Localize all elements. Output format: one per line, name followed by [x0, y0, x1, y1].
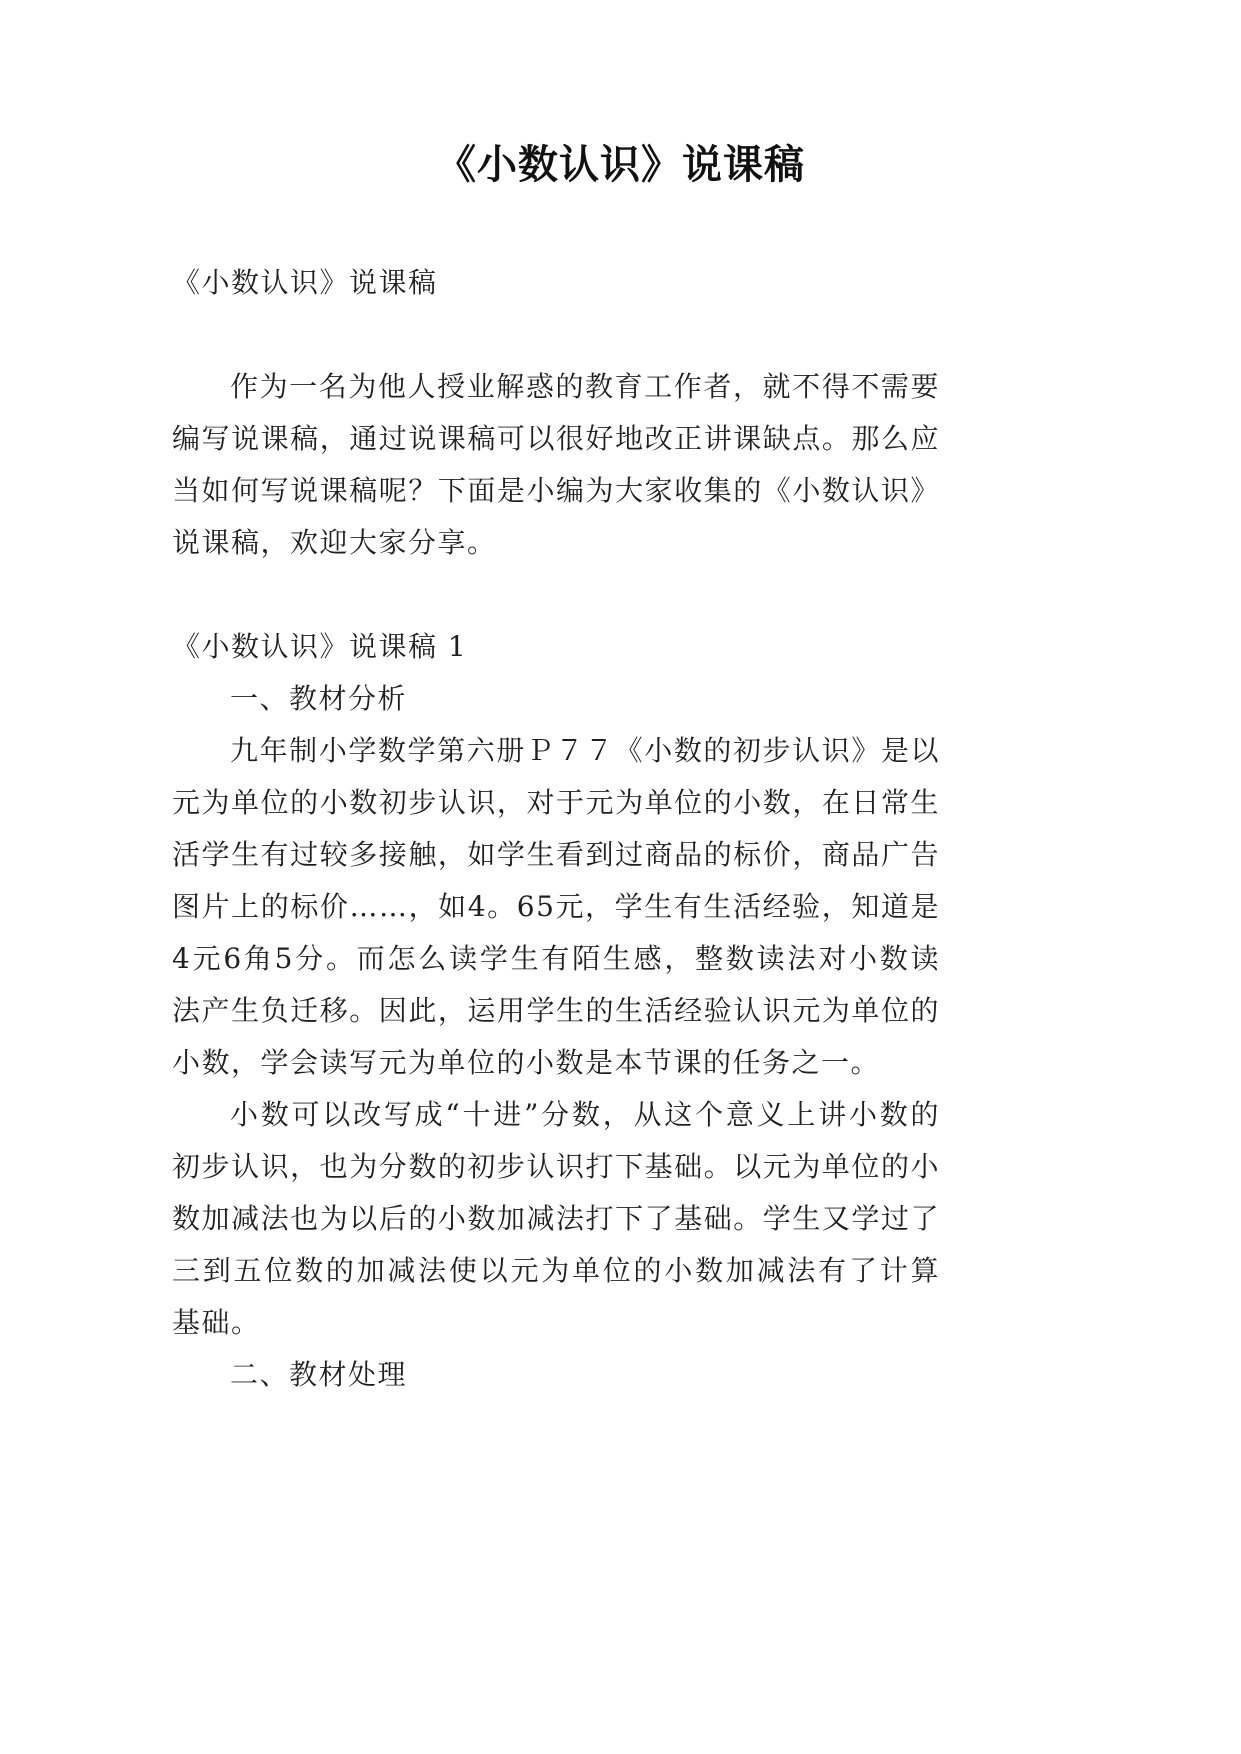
paragraph-line: 法产生负迁移。因此，运用学生的生活经验认识元为单位的 [172, 994, 940, 1027]
section-heading-1: 一、教材分析 [230, 682, 408, 715]
document-body [172, 257, 940, 1401]
intro-line: 说课稿，欢迎大家分享。 [172, 526, 497, 559]
paragraph-1 [172, 725, 940, 1089]
paragraph-line: 初步认识，也为分数的初步认识打下基础。以元为单位的小 [172, 1150, 940, 1183]
paragraph-line: 九年制小学数学第六册Ｐ７７《小数的初步认识》是以 [230, 734, 940, 767]
intro-line: 编写说课稿，通过说课稿可以很好地改正讲课缺点。那么应 [172, 422, 940, 455]
paragraph-line: 基础。 [172, 1306, 261, 1339]
section-title: 《小数认识》说课稿 1 [172, 630, 468, 663]
paragraph-2 [172, 1089, 940, 1349]
intro-line: 当如何写说课稿呢？下面是小编为大家收集的《小数认识》 [172, 474, 940, 507]
paragraph-line: 活学生有过较多接触，如学生看到过商品的标价，商品广告 [172, 838, 940, 871]
paragraph-line: 三到五位数的加减法使以元为单位的小数加减法有了计算 [172, 1254, 940, 1287]
paragraph-line: 图片上的标价……，如4。65元，学生有生活经验，知道是 [172, 890, 940, 923]
blank-line [172, 569, 940, 621]
blank-line [172, 309, 940, 361]
section-heading-2: 二、教材处理 [230, 1358, 408, 1391]
paragraph-line: 小数，学会读写元为单位的小数是本节课的任务之一。 [172, 1046, 881, 1079]
document-subtitle: 《小数认识》说课稿 [172, 266, 438, 299]
document-title: 《小数认识》说课稿 [436, 141, 805, 188]
paragraph-line: 小数可以改写成“十进”分数，从这个意义上讲小数的 [230, 1098, 940, 1131]
paragraph-line: 数加减法也为以后的小数加减法打下了基础。学生又学过了 [172, 1202, 940, 1235]
paragraph-line: 元为单位的小数初步认识，对于元为单位的小数，在日常生 [172, 786, 940, 819]
paragraph-line: 4元6角5分。而怎么读学生有陌生感，整数读法对小数读 [172, 942, 940, 975]
intro-paragraph [172, 361, 940, 569]
intro-line: 作为一名为他人授业解惑的教育工作者，就不得不需要 [230, 370, 940, 403]
